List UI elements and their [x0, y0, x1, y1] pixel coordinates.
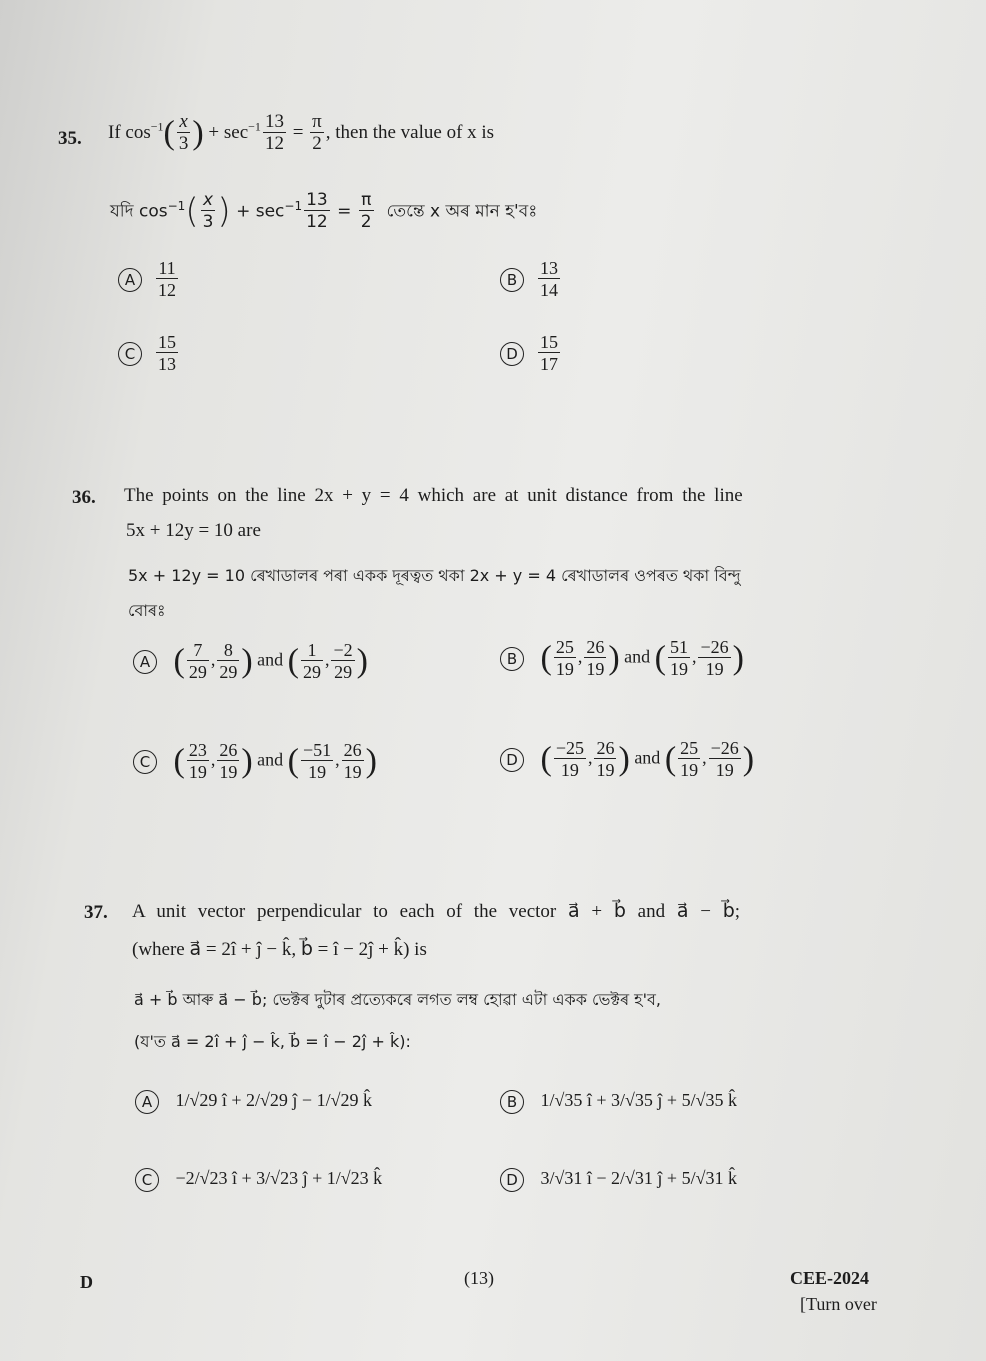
question-stem-english-line1: A unit vector perpendicular to each of the vector a⃗ + b⃗ and a⃗ − b⃗; — [132, 901, 741, 922]
option-text: 3/√31 î − 2/√31 ĵ + 5/√31 k̂ — [540, 1168, 737, 1189]
option-label-a: A — [135, 1090, 159, 1114]
option-c[interactable]: C $\frac{15}{13}$ — [118, 332, 180, 375]
option-label-d: D — [500, 342, 524, 366]
question-stem-english-line1: The points on the line 2x + y = 4 which are at unit distance from the line — [124, 485, 743, 506]
option-text: −2/√23 î + 3/√23 ĵ + 1/√23 k̂ — [175, 1168, 383, 1189]
option-d[interactable]: D ( $\frac{-25}{19}$ , $\frac{26}{19}$ ) and ( $\frac{25}{19}$ , $\frac{-26}{19}$ ) — [500, 738, 754, 781]
footer-set-code: D — [80, 1272, 93, 1292]
question-stem-assamese-line1: a⃗ + b⃗ আৰু a⃗ − b⃗; ভেক্টৰ দুটাৰ প্ৰত্যেকৰে লগত লম্ব হোৱা এটা একক ভেক্টৰ হ'ব, — [134, 990, 661, 1009]
page-number: (13) — [464, 1268, 494, 1288]
question-stem-english: If $\cos^{-1}$( $\frac{x}{3}$ ) + $\sec^{-1}$ $\frac{13}{12}$ = $\frac{\pi}{2}$ , then the value of x is — [108, 111, 495, 154]
question-stem-english-line2: 5x + 12y = 10 are — [126, 520, 261, 541]
option-label-c: C — [133, 750, 157, 774]
option-b[interactable] — [500, 1090, 737, 1114]
option-label-b: B — [500, 268, 524, 292]
option-label-a: A — [118, 268, 142, 292]
option-text: 1/√35 î + 3/√35 ĵ + 5/√35 k̂ — [540, 1090, 737, 1111]
option-a[interactable]: A $\frac{11}{12}$ — [118, 258, 180, 301]
option-label-c: C — [135, 1168, 159, 1192]
turn-over-note: [Turn over — [800, 1294, 877, 1314]
option-a[interactable]: A ( $\frac{7}{29}$ , $\frac{8}{29}$ ) and ( $\frac{1}{29}$ , $\frac{-2}{29}$ ) — [133, 640, 368, 683]
option-text: 1/√29 î + 2/√29 ĵ − 1/√29 k̂ — [175, 1090, 372, 1111]
option-c[interactable]: C ( $\frac{23}{19}$ , $\frac{26}{19}$ ) and ( $\frac{-51}{19}$ , $\frac{26}{19}$ ) — [133, 740, 377, 783]
option-b[interactable]: B $\frac{13}{14}$ — [500, 258, 562, 301]
option-label-a: A — [133, 650, 157, 674]
option-label-b: B — [500, 1090, 524, 1114]
option-d[interactable] — [500, 1168, 737, 1192]
option-label-d: D — [500, 1168, 524, 1192]
question-stem-assamese-line2: বোৰঃ — [128, 601, 166, 620]
option-label-c: C — [118, 342, 142, 366]
question-stem-assamese: যদি $\cos^{-1}$( $\frac{x}{3}$ ) + $\sec^{-1}$ $\frac{13}{12}$ = $\frac{\pi}{2}$ তেন্তে x অৰ মান হ'বঃ — [110, 190, 538, 232]
question-number: 35. — [58, 128, 82, 149]
option-c[interactable] — [135, 1168, 382, 1192]
footer-exam-code: CEE-2024 — [790, 1268, 870, 1288]
question-number: 37. — [84, 902, 108, 923]
option-label-d: D — [500, 748, 524, 772]
option-a[interactable] — [135, 1090, 372, 1114]
question-number: 36. — [72, 487, 96, 508]
option-d[interactable]: D $\frac{15}{17}$ — [500, 332, 562, 375]
option-label-b: B — [500, 647, 524, 671]
question-stem-english-line2: (where a⃗ = 2î + ĵ − k̂, b⃗ = î − 2ĵ + k̂) is — [132, 939, 427, 960]
option-b[interactable]: B ( $\frac{25}{19}$ , $\frac{26}{19}$ ) and ( $\frac{51}{19}$ , $\frac{-26}{19}$ ) — [500, 637, 744, 680]
question-stem-assamese-line2: (য'ত a⃗ = 2î + ĵ − k̂, b⃗ = î − 2ĵ + k̂): — [134, 1032, 411, 1051]
question-stem-assamese-line1: 5x + 12y = 10 ৰেখাডালৰ পৰা একক দূৰত্বত থকা 2x + y = 4 ৰেখাডালৰ ওপৰত থকা বিন্দু — [128, 566, 741, 585]
